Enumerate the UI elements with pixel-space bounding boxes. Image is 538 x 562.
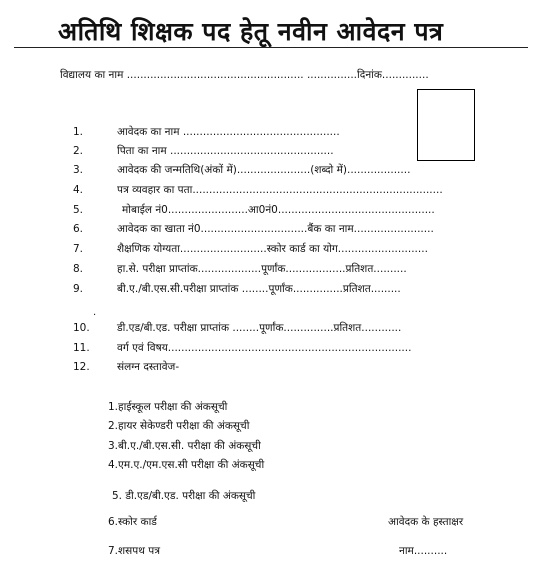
applicant-name-field: आवेदक का नाम ...............................................	[117, 126, 340, 138]
attachment-item: 5. डी.एड/बी.एड. परीक्षा की अंकसूची	[112, 490, 256, 502]
item-number: 5.	[73, 204, 84, 216]
father-name-field: पिता का नाम .................................................	[117, 145, 334, 157]
name-label: नाम..........	[399, 545, 448, 557]
item-number: 2.	[73, 145, 84, 157]
mobile-field: मोबाईल नं0........................आ0नं0...............................................	[122, 204, 435, 216]
attachment-item: 2.हायर सेकेण्डरी परीक्षा की अंकसूची	[108, 420, 250, 432]
attachment-item: 3.बी.ए./बी.एस.सी. परीक्षा की अंकसूची	[108, 440, 261, 452]
title-underline	[14, 47, 528, 48]
applicant-signature-label: आवेदक के हस्ताक्षर	[388, 516, 464, 528]
attachment-item: 1.हाईस्कूल परीक्षा की अंकसूची	[108, 401, 228, 413]
attachment-item: 4.एम.ए./एम.एस.सी परीक्षा की अंकसूची	[108, 459, 265, 471]
category-subject-field: वर्ग एवं विषय.........................................................................	[117, 342, 412, 354]
item-number: 7.	[73, 243, 84, 255]
item-number: 11.	[73, 342, 90, 354]
address-field: पत्र व्यवहार का पता...........................................................................	[117, 184, 443, 196]
photo-box	[417, 89, 475, 161]
ba-bsc-marks-field: बी.ए./बी.एस.सी.परीक्षा प्राप्तांक ........पूर्णांक...............प्रतिशत.........	[117, 283, 401, 295]
page-title: अतिथि शिक्षक पद हेतू नवीन आवेदन पत्र	[58, 17, 444, 46]
item-number: 4.	[73, 184, 84, 196]
item-number: 3.	[73, 164, 84, 176]
item-number: 9.	[73, 283, 84, 295]
attachment-item: 6.स्कोर कार्ड	[108, 516, 157, 528]
item-number: 12.	[73, 361, 90, 373]
attached-documents-heading: संलग्न दस्तावेज-	[117, 361, 180, 373]
bank-account-field: आवेदक का खाता नं0................................बैंक का नाम........................	[117, 223, 434, 235]
school-date-line: विद्यालय का नाम ..................................................... ...............दिनांक..............	[60, 69, 429, 81]
dob-field: आवेदक की जन्मतिथि(अंकों में)......................(शब्दो में)...................	[117, 164, 411, 176]
qualification-field: शैक्षणिक योग्यता..........................स्कोर कार्ड का योग...........................	[117, 243, 428, 255]
item-number: 6.	[73, 223, 84, 235]
item-number: 10.	[73, 322, 90, 334]
item-number: 8.	[73, 263, 84, 275]
ded-bed-marks-field: डी.एड/बी.एड. परीक्षा प्राप्तांक ........पूर्णांक...............प्रतिशत............	[117, 322, 402, 334]
stray-dot: .	[93, 307, 97, 318]
hss-marks-field: हा.से. परीक्षा प्राप्तांक...................पूर्णांक..................प्रतिशत..........	[117, 263, 407, 275]
attachment-item: 7.शसपथ पत्र	[108, 545, 161, 557]
item-number: 1.	[73, 126, 84, 138]
